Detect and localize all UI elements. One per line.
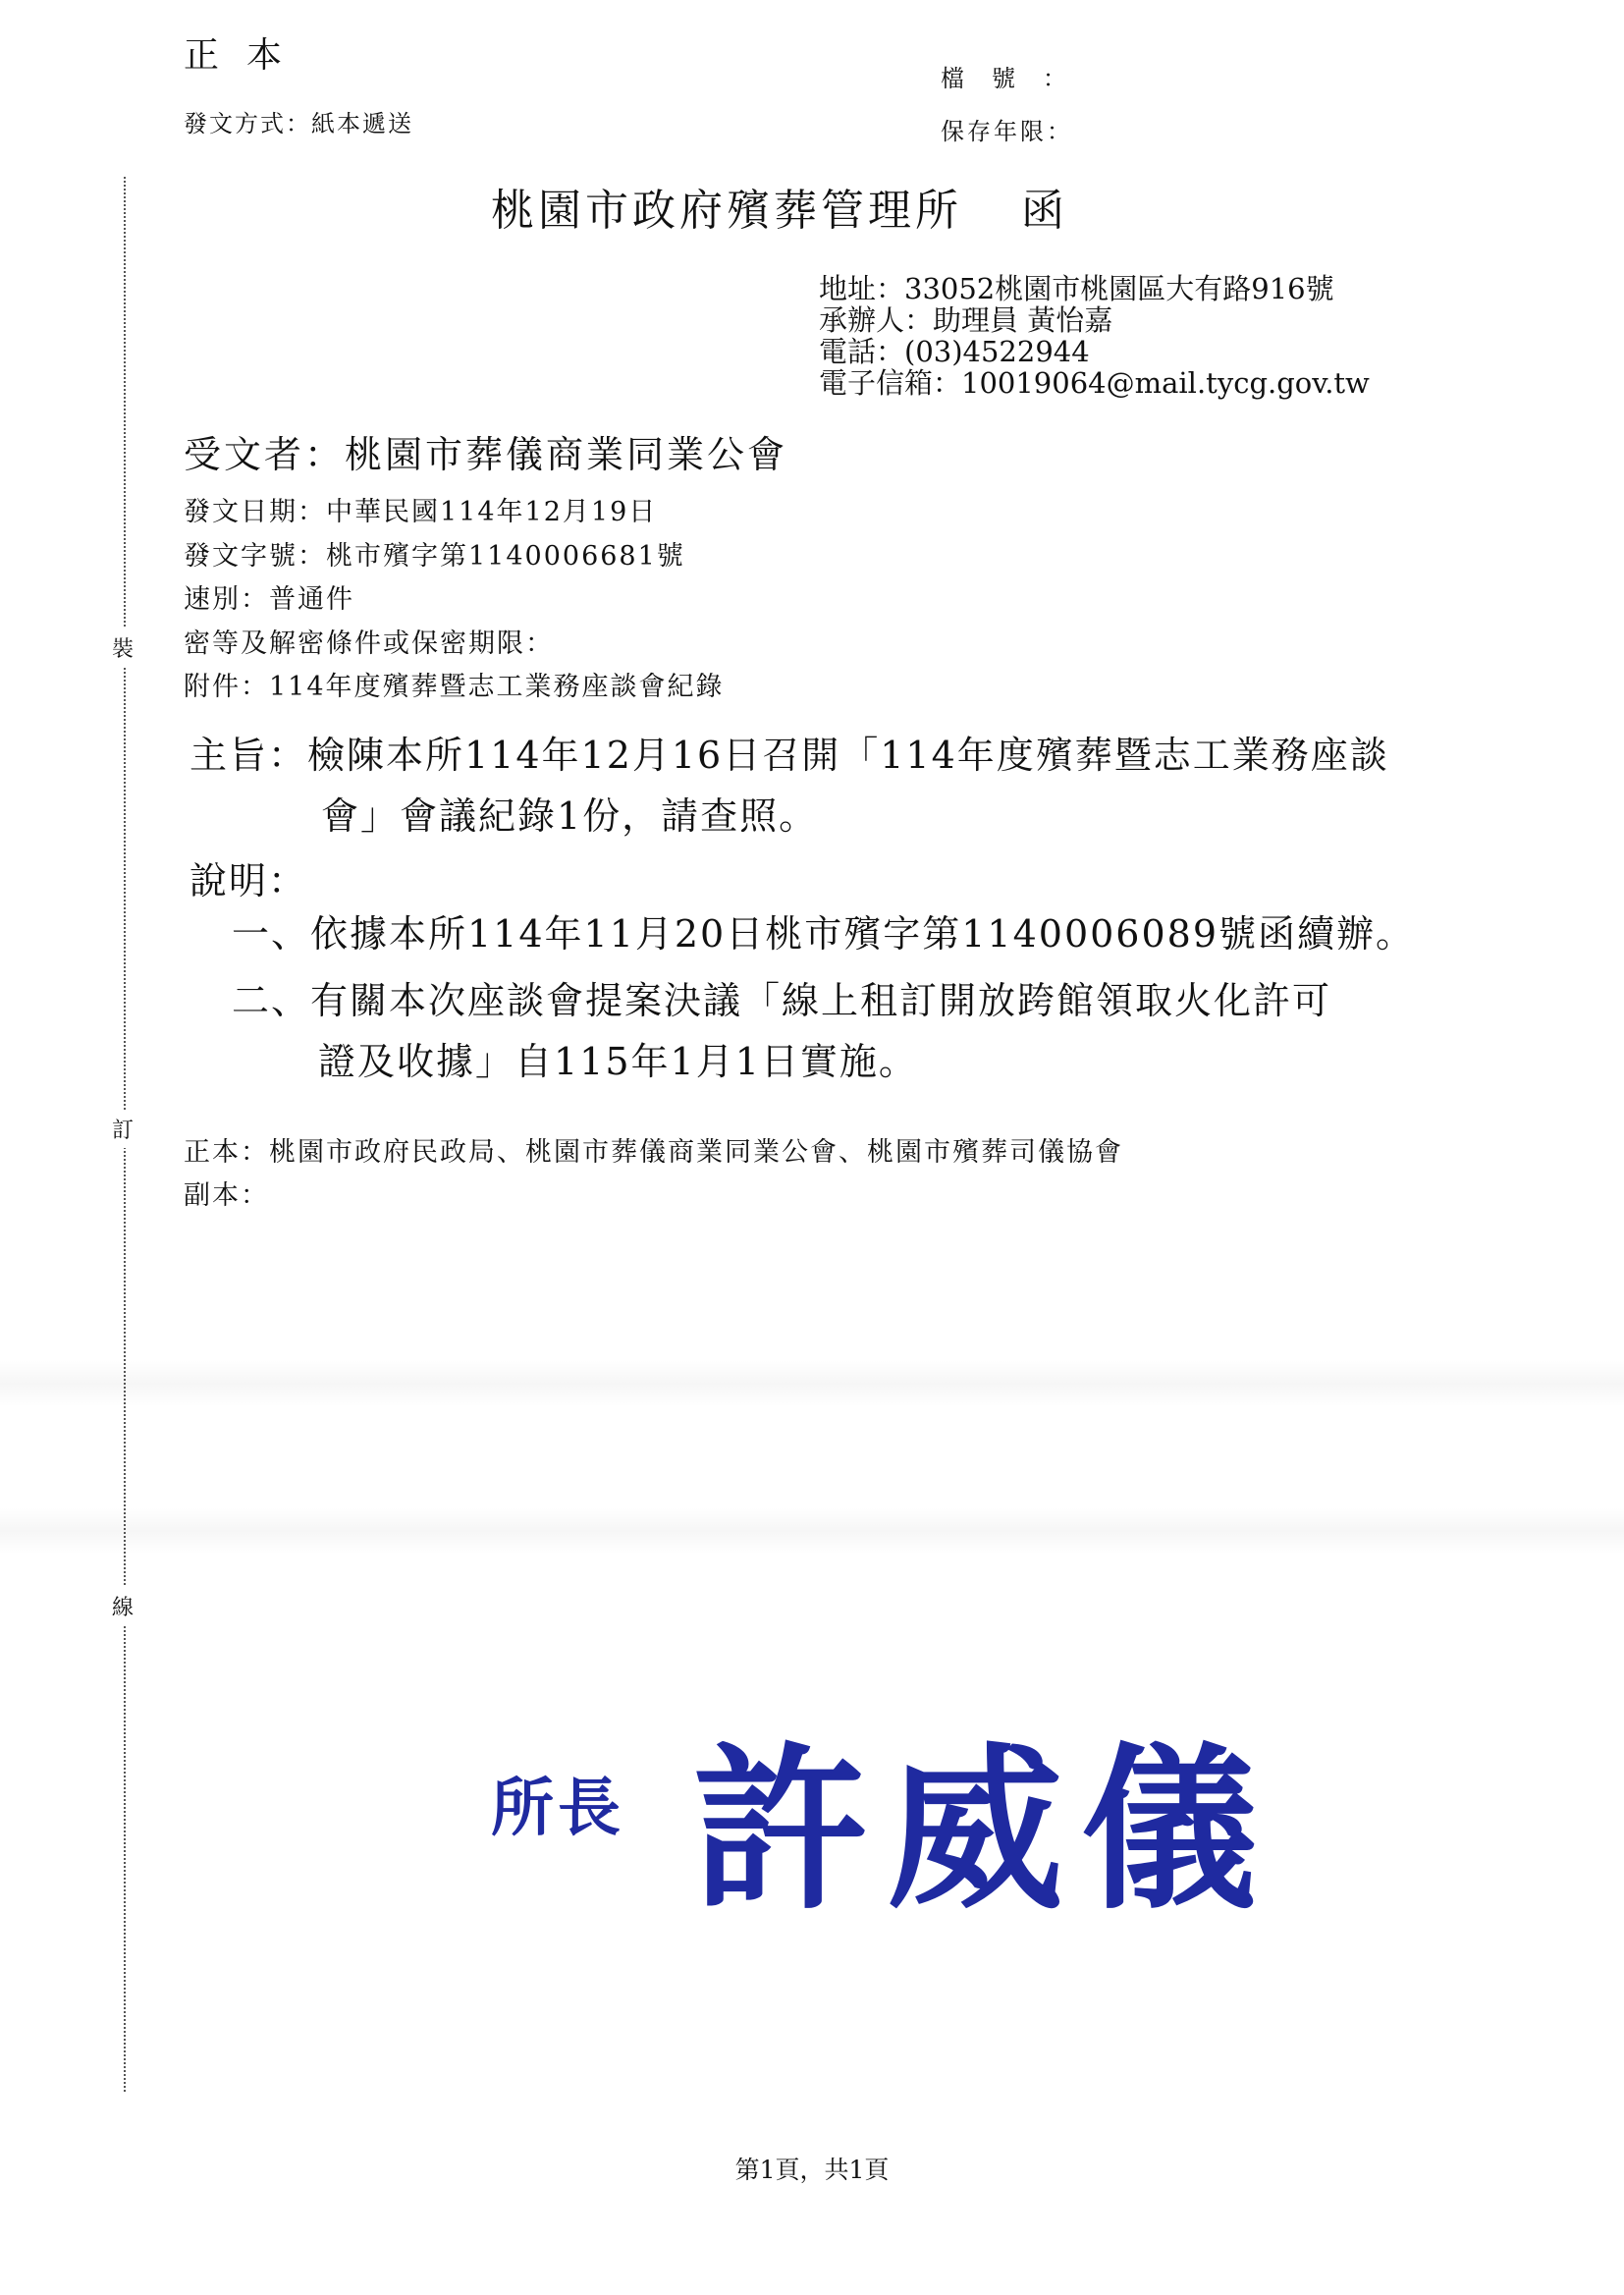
issue-date: 發文日期：中華民國114年12月19日: [184, 497, 658, 527]
issuing-organization: 桃園市政府殯葬管理所: [491, 186, 962, 236]
explanation-label: 說明：: [189, 859, 308, 902]
handler: 承辦人：助理員 黃怡嘉: [819, 303, 1113, 337]
priority: 速別：普通件: [184, 584, 354, 615]
email: 電子信箱：10019064@mail.tycg.gov.tw: [819, 366, 1370, 400]
binding-mark: 裝: [112, 628, 134, 667]
phone: 電話：(03)4522944: [819, 335, 1090, 368]
scan-fold-band: [0, 1360, 1624, 1407]
address: 地址：33052桃園市桃園區大有路916號: [819, 272, 1334, 305]
retention-period-field: 保存年限：: [941, 118, 1073, 145]
file-number-field: [941, 59, 1066, 93]
signatory-name-stamp: 許威儀: [692, 1726, 1276, 1934]
file-number-label: 檔號: [941, 65, 1043, 92]
attachment: 附件：114年度殯葬暨志工業務座談會紀錄: [184, 672, 725, 702]
send-method: 發文方式：紙本遞送: [184, 110, 413, 137]
distribution: [184, 1131, 1123, 1218]
contact-block: [819, 273, 1370, 399]
scan-fold-band: [0, 1507, 1624, 1555]
recipient: 受文者：桃園市葬儀商業同業公會: [184, 433, 788, 476]
document-type: 函: [1021, 186, 1068, 236]
copy-recipients: 副本：: [184, 1180, 269, 1211]
subject-line: 會」會議紀錄1份，請查照。: [321, 794, 819, 838]
signatory-title-stamp: 所長: [491, 1772, 624, 1845]
document-number: 發文字號：桃市殯字第1140006681號: [184, 540, 685, 572]
binding-mark: 線: [112, 1587, 134, 1625]
explanation-item-2: [232, 970, 1331, 1092]
file-number-colon: ：: [1043, 65, 1066, 92]
page-number: 第1頁，共1頁: [734, 2156, 890, 2184]
document-meta: [184, 491, 725, 710]
explanation-item-line: 證及收據」自115年1月1日實施。: [318, 1040, 918, 1083]
subject: [189, 725, 1389, 847]
original-recipients: 正本：桃園市政府民政局、桃園市葬儀商業同業公會、桃園市殯葬司儀協會: [184, 1137, 1123, 1168]
document-title: [491, 175, 1068, 238]
confidentiality: 密等及解密條件或保密期限：: [184, 628, 554, 659]
subject-line: 主旨：檢陳本所114年12月16日召開「114年度殯葬暨志工業務座談: [189, 734, 1389, 777]
copy-type-label: 正本: [184, 35, 310, 76]
explanation-item-line: 二、有關本次座談會提案決議「線上租訂開放跨館領取火化許可: [232, 979, 1332, 1022]
binding-mark: 訂: [112, 1110, 134, 1148]
explanation-item-1: 一、依據本所114年11月20日桃市殯字第1140006089號函續辦。: [232, 912, 1416, 956]
